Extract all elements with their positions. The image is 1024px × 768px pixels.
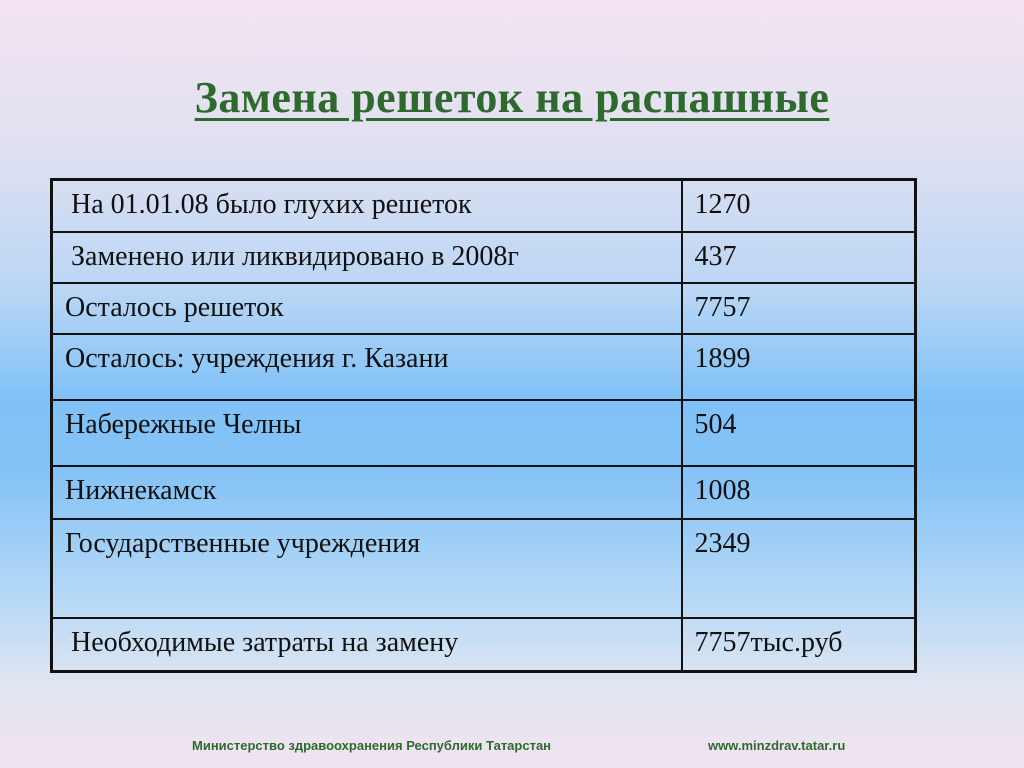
table-row — [52, 400, 916, 466]
row-label: Осталось: учреждения г. Казани — [52, 334, 682, 400]
footer-website-link[interactable]: www.minzdrav.tatar.ru — [708, 738, 846, 753]
grilles-table — [50, 178, 917, 673]
row-value: 1270 — [682, 180, 916, 232]
row-value: 2349 — [682, 519, 916, 618]
row-label: Набережные Челны — [52, 400, 682, 466]
row-value: 1899 — [682, 334, 916, 400]
row-label: Заменено или ликвидировано в 2008г — [52, 232, 682, 283]
row-label: Государственные учреждения — [52, 519, 682, 618]
table-row — [52, 519, 916, 618]
table-row — [52, 180, 916, 232]
row-label: Осталось решеток — [52, 283, 682, 334]
table-row — [52, 618, 916, 672]
row-value: 437 — [682, 232, 916, 283]
slide-title: Замена решеток на распашные — [194, 73, 830, 122]
table-row — [52, 334, 916, 400]
row-label: Необходимые затраты на замену — [52, 618, 682, 672]
table-row — [52, 232, 916, 283]
row-value: 7757 — [682, 283, 916, 334]
row-label: На 01.01.08 было глухих решеток — [52, 180, 682, 232]
row-label: Нижнекамск — [52, 466, 682, 519]
data-table-container — [50, 178, 914, 673]
table-row — [52, 466, 916, 519]
row-value: 1008 — [682, 466, 916, 519]
row-value: 7757тыс.руб — [682, 618, 916, 672]
table-row — [52, 283, 916, 334]
row-value: 504 — [682, 400, 916, 466]
footer-organization: Министерство здравоохранения Республики Татарстан — [192, 738, 552, 753]
